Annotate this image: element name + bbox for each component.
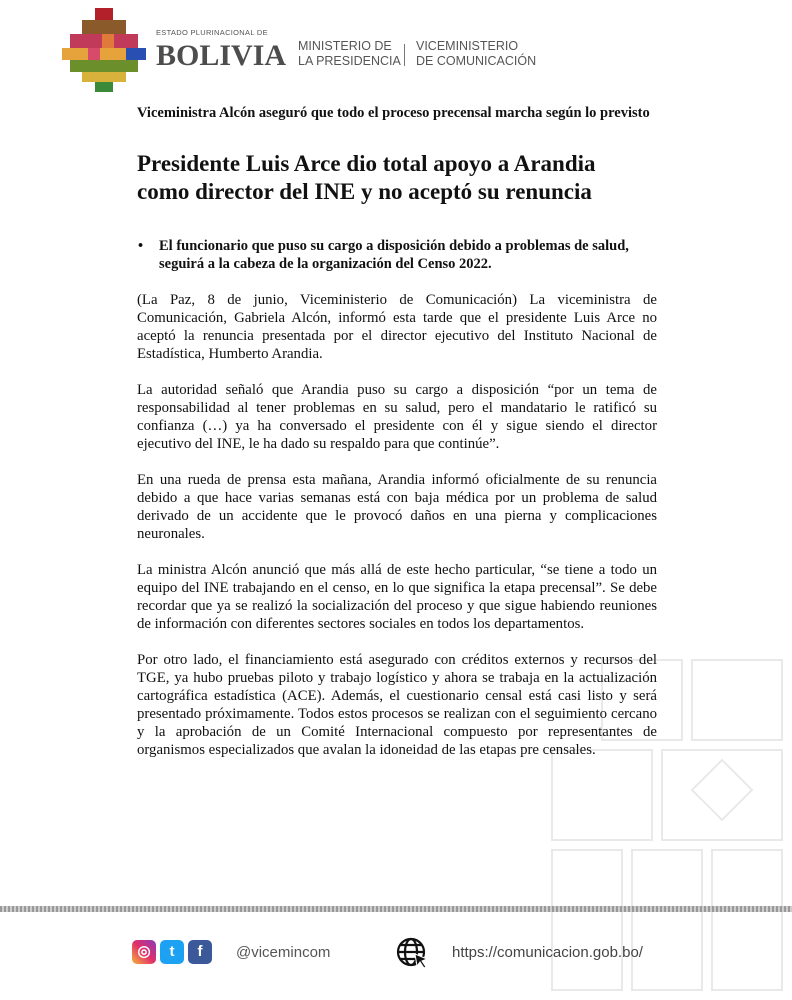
headline-line2: como director del INE y no aceptó su renuncia bbox=[137, 179, 592, 204]
paragraph: (La Paz, 8 de junio, Viceministerio de Comunicación) La viceministra de Comunicación, Gabriela Alcón, informó esta tarde que el presidente Luis Arce no aceptó la renuncia presentada por el director ejecutivo del Instituto Nacional de Estadística, Humberto Arandia. bbox=[137, 292, 657, 362]
globe-icon bbox=[396, 937, 430, 971]
ministry-line1: MINISTERIO DE bbox=[298, 39, 392, 53]
twitter-icon[interactable]: t bbox=[160, 940, 184, 964]
headline bbox=[137, 150, 596, 206]
headline-line1: Presidente Luis Arce dio total apoyo a Arandia bbox=[137, 151, 596, 176]
kicker: Viceministra Alcón aseguró que todo el proceso precensal marcha según lo previsto bbox=[137, 105, 650, 121]
instagram-icon[interactable]: ◎ bbox=[132, 940, 156, 964]
brand-big: BOLIVIA bbox=[156, 39, 287, 72]
vice-line1: VICEMINISTERIO bbox=[416, 39, 519, 53]
summary-bullet: • El funcionario que puso su cargo a disposición debido a problemas de salud, seguirá a la cabeza de la organización del Censo 2022. bbox=[159, 237, 659, 273]
viceministry-name bbox=[416, 39, 536, 69]
website-link[interactable]: https://comunicacion.gob.bo/ bbox=[452, 944, 643, 961]
brand-small: ESTADO PLURINACIONAL DE bbox=[156, 28, 268, 37]
paragraph: En una rueda de prensa esta mañana, Arandia informó oficialmente de su renuncia debido a que hace varias semanas está con baja médica por un problema de salud derivado de un accidente que le provocó daños en una pierna y complicaciones neuronales. bbox=[137, 472, 657, 542]
facebook-icon[interactable]: f bbox=[188, 940, 212, 964]
ministry-name bbox=[298, 39, 401, 69]
social-icons bbox=[132, 940, 212, 964]
footer-rule bbox=[0, 906, 792, 912]
paragraph: La autoridad señaló que Arandia puso su cargo a disposición “por un tema de responsabilidad al tener problemas en su salud, pero el mandatario le ratificó su confianza (…) ya ha conversado el presidente con él y sigue siendo el director ejecutivo del INE, le ha dado su respaldo para que continúe”. bbox=[137, 382, 657, 452]
social-handle[interactable]: @vicemincom bbox=[236, 944, 331, 961]
divider bbox=[404, 44, 405, 66]
brand-wordmark bbox=[156, 28, 286, 73]
bolivia-chakana-logo bbox=[62, 8, 146, 92]
paragraph: La ministra Alcón anunció que más allá de este hecho particular, “se tiene a todo un equipo del INE trabajando en el censo, en lo que significa la etapa precensal”. Se debe recordar que ya se realizó la socialización del proceso y que sigue habiendo reuniones de información con diferentes sectores sociales en todos los departamentos. bbox=[137, 562, 657, 632]
ministry-line2: LA PRESIDENCIA bbox=[298, 54, 401, 68]
paragraph: Por otro lado, el financiamiento está asegurado con créditos externos y recursos del TGE, ya hubo pruebas piloto y trabajo logístico y ahora se trabaja en la actualización cartográfica estadística (ACE). Además, el cuestionario censal está casi listo y será presentado próximamente. Todos estos procesos se realizan con el seguimiento cercano y la aprobación de un Comité Internacional compuesto por representantes de organismos especializados que avalan la idoneidad de las etapas pre censales. bbox=[137, 652, 657, 758]
vice-line2: DE COMUNICACIÓN bbox=[416, 54, 537, 68]
